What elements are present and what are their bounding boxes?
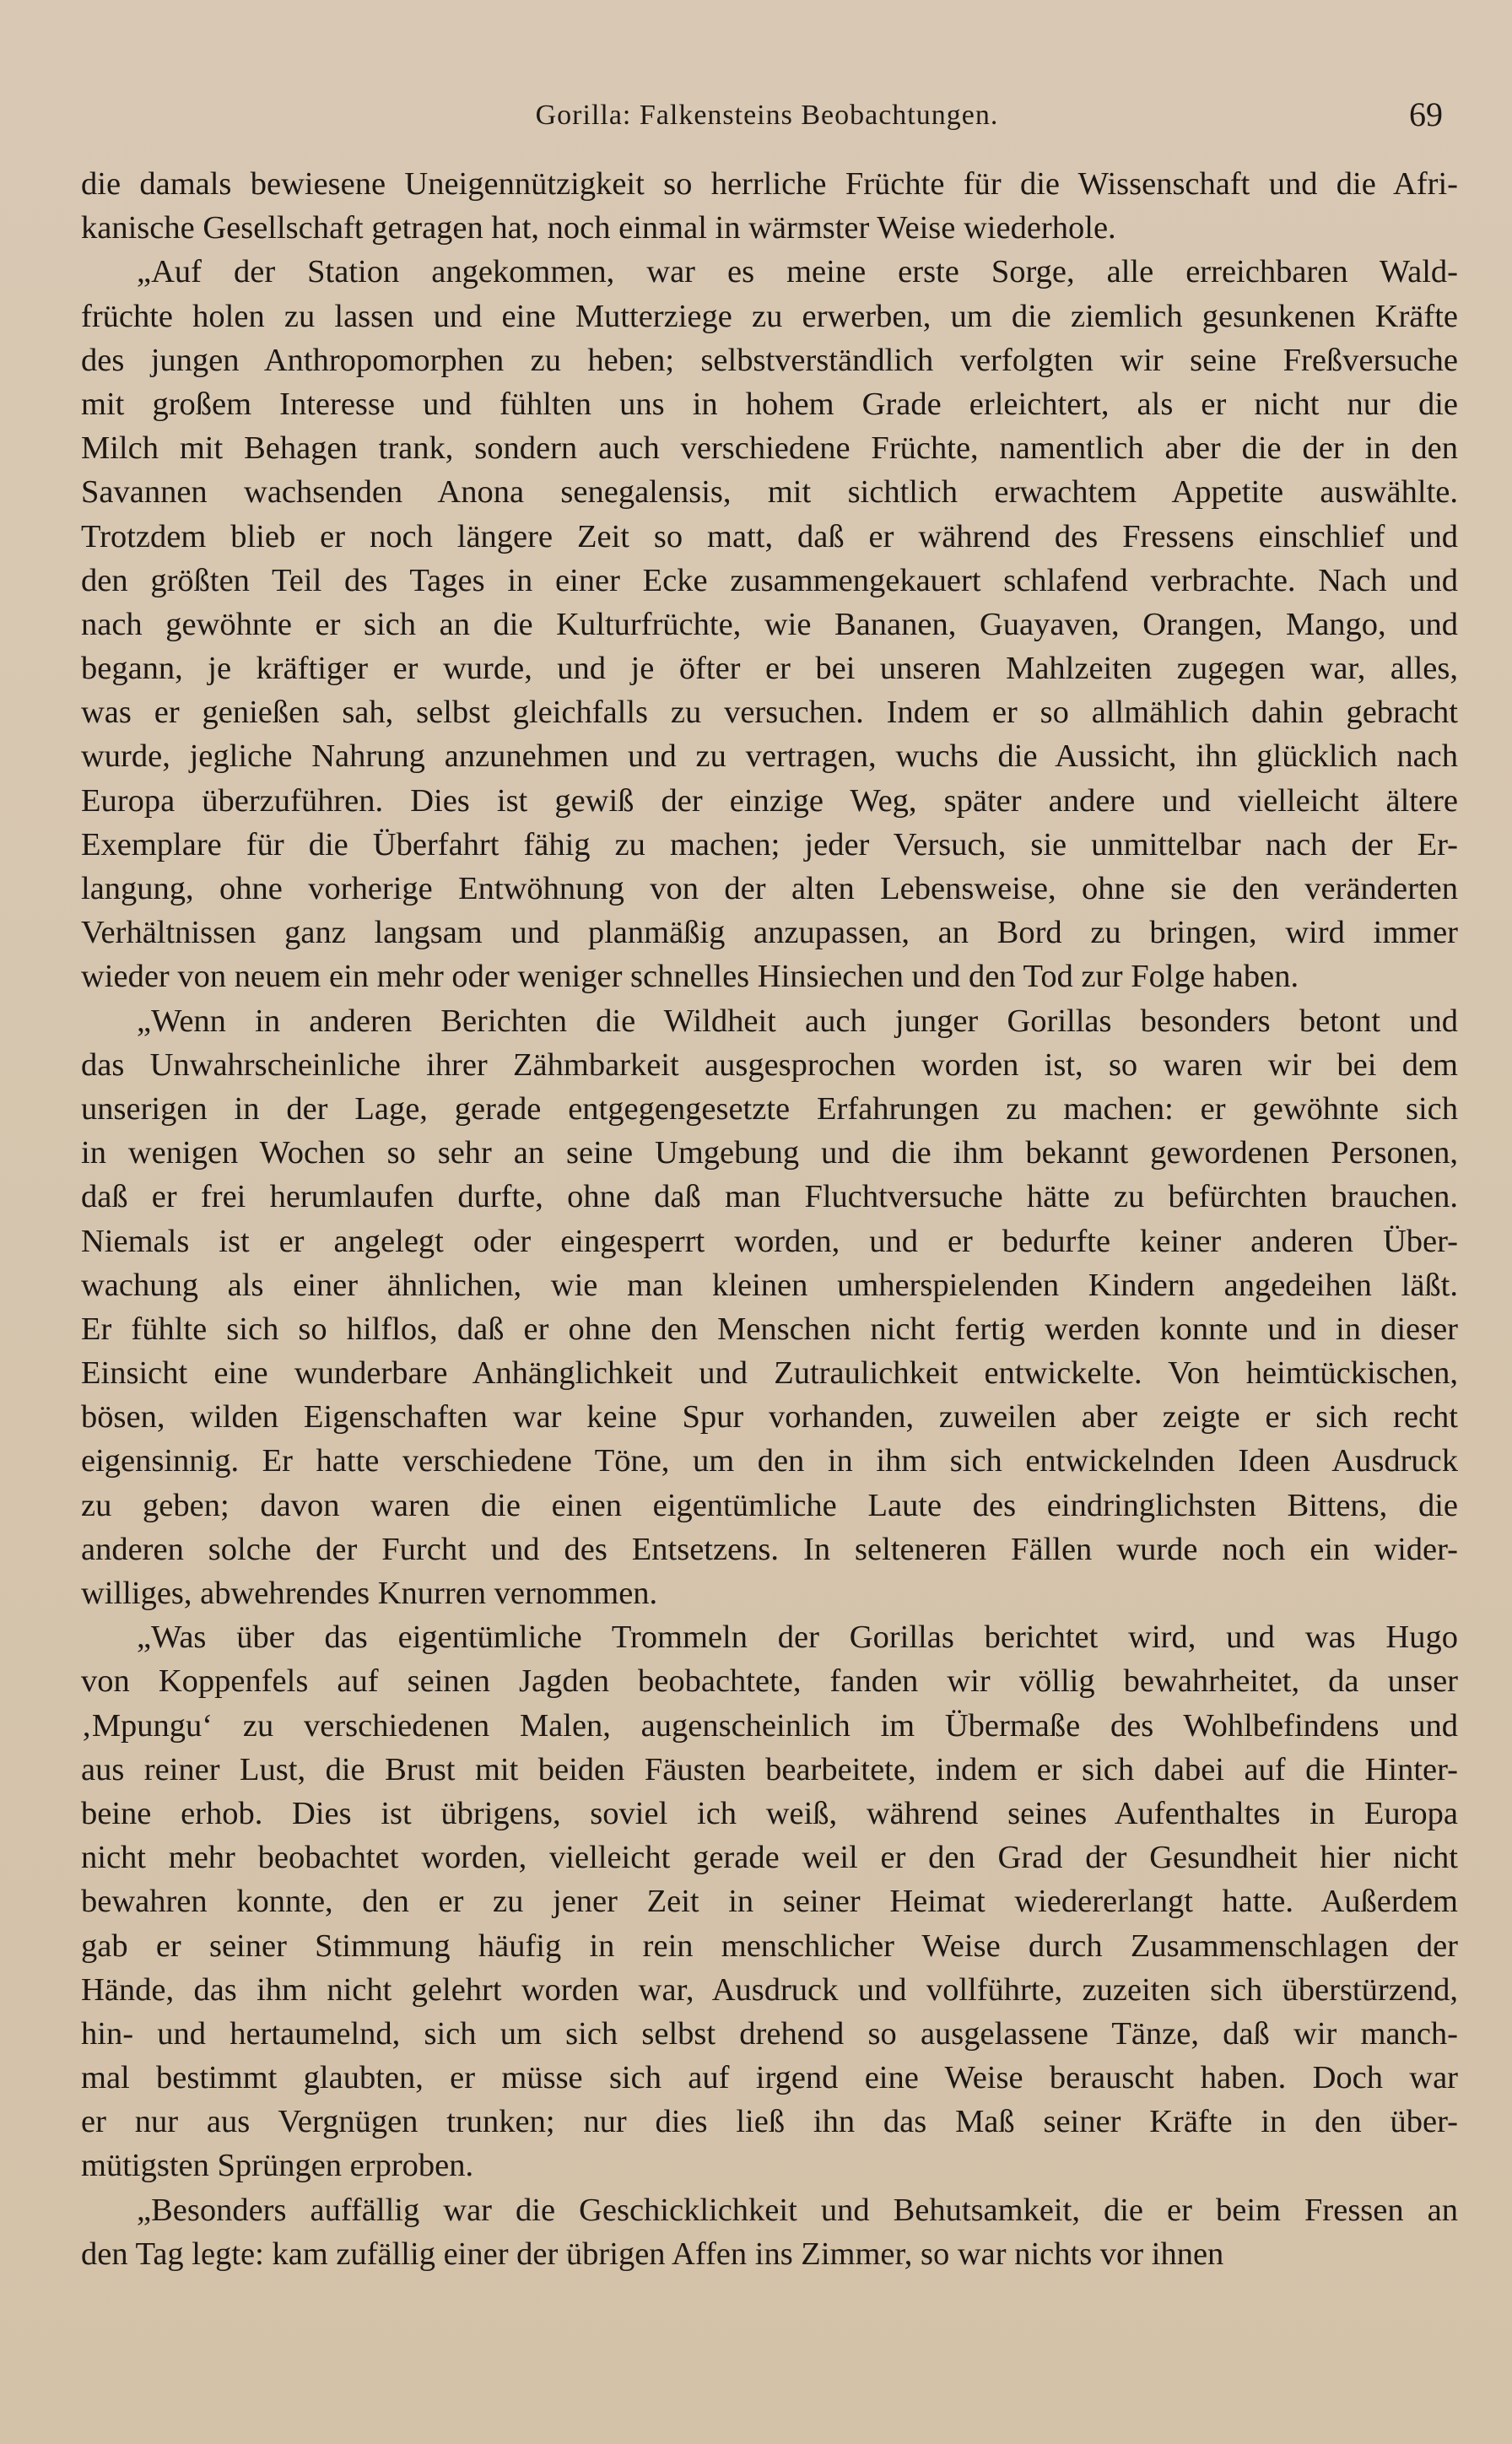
text-line: beine erhob. Dies ist übrigens, soviel ich weiß, während seines Aufenthaltes in Europa — [81, 1795, 1458, 1831]
text-line: mit großem Interesse und fühlten uns in hohem Grade erleichtert, als er nicht nur die — [81, 386, 1458, 422]
text-line: aus reiner Lust, die Brust mit beiden Fäusten bearbeitete, indem er sich dabei auf die Hinter- — [81, 1751, 1458, 1787]
text-line: mal bestimmt glaubten, er müsse sich auf irgend eine Weise berauscht haben. Doch war — [81, 2060, 1458, 2096]
text-line: mütigsten Sprüngen erproben. — [81, 2148, 474, 2184]
text-line: Verhältnissen ganz langsam und planmäßig anzupassen, an Bord zu bringen, wird immer — [81, 915, 1458, 951]
text-line: den größten Teil des Tages in einer Ecke zusammengekauert schlafend verbrachte. Nach und — [81, 562, 1458, 598]
text-line: das Unwahrscheinliche ihrer Zähmbarkeit ausgesprochen worden ist, so waren wir bei dem — [81, 1046, 1458, 1083]
text-line: Trotzdem blieb er noch längere Zeit so matt, daß er während des Fressens einschlief und — [81, 518, 1458, 554]
body-text — [81, 162, 1458, 2276]
text-line: nicht mehr beobachtet worden, vielleicht gerade weil er den Grad der Gesundheit hier nicht — [81, 1840, 1458, 1876]
text-line: unserigen in der Lage, gerade entgegengesetzte Erfahrungen zu machen: er gewöhnte sich — [81, 1090, 1458, 1127]
text-line: was er genießen sah, selbst gleichfalls zu versuchen. Indem er so allmählich dahin gebracht — [81, 695, 1458, 731]
text-line: Europa überzuführen. Dies ist gewiß der einzige Weg, später andere und vielleicht ältere — [81, 782, 1458, 819]
text-line: wieder von neuem ein mehr oder weniger schnelles Hinsiechen und den Tod zur Folge haben. — [81, 959, 1299, 995]
paragraph — [81, 250, 1458, 998]
text-line: eigensinnig. Er hatte verschiedene Töne, um den in ihm sich entwickelnden Ideen Ausdruck — [81, 1443, 1458, 1479]
text-line: Hände, das ihm nicht gelehrt worden war, Ausdruck und vollführte, zuzeiten sich überstürzend, — [81, 1971, 1458, 2008]
text-line: kanische Gesellschaft getragen hat, noch einmal in wärmster Weise wiederhole. — [81, 210, 1116, 246]
text-line: wachung als einer ähnlichen, wie man kleinen umherspielenden Kindern angedeihen läßt. — [81, 1267, 1458, 1303]
text-line: bewahren konnte, den er zu jener Zeit in seiner Heimat wiedererlangt hatte. Außerdem — [81, 1884, 1458, 1920]
text-line: „Was über das eigentümliche Trommeln der Gorillas berichtet wird, und was Hugo — [137, 1619, 1458, 1656]
paragraph — [81, 1615, 1458, 2187]
text-line: ‚Mpungu‘ zu verschiedenen Malen, augenscheinlich im Übermaße des Wohlbefindens und — [81, 1707, 1458, 1744]
page-header — [81, 91, 1453, 142]
paragraph — [81, 162, 1458, 250]
text-line: früchte holen zu lassen und eine Mutterziege zu erwerben, um die ziemlich gesunkenen Kräfte — [81, 298, 1458, 334]
text-line: nach gewöhnte er sich an die Kulturfrüchte, wie Bananen, Guayaven, Orangen, Mango, und — [81, 606, 1458, 642]
text-line: begann, je kräftiger er wurde, und je öfter er bei unseren Mahlzeiten zugegen war, alles, — [81, 651, 1458, 687]
text-line: in wenigen Wochen so sehr an seine Umgebung und die ihm bekannt gewordenen Personen, — [81, 1135, 1458, 1171]
text-line: von Koppenfels auf seinen Jagden beobachtete, fanden wir völlig bewahrheitet, da unser — [81, 1663, 1458, 1700]
text-line: wurde, jegliche Nahrung anzunehmen und zu vertragen, wuchs die Aussicht, ihn glücklich nach — [81, 738, 1458, 775]
text-line: die damals bewiesene Uneigennützigkeit so herrliche Früchte für die Wissenschaft und die Afri- — [81, 166, 1458, 202]
paragraph — [81, 999, 1458, 1616]
text-line: des jungen Anthropomorphen zu heben; selbstverständlich verfolgten wir seine Freßversuche — [81, 342, 1458, 378]
text-line: er nur aus Vergnügen trunken; nur dies ließ ihn das Maß seiner Kräfte in den über- — [81, 2104, 1458, 2140]
page-number: 69 — [1409, 95, 1443, 133]
text-line: den Tag legte: kam zufällig einer der übrigen Affen ins Zimmer, so war nichts vor ihnen — [81, 2236, 1224, 2272]
text-line: gab er seiner Stimmung häufig in rein menschlicher Weise durch Zusammenschlagen der — [81, 1928, 1458, 1964]
text-line: Milch mit Behagen trank, sondern auch verschiedene Früchte, namentlich aber die der in den — [81, 430, 1458, 467]
text-line: zu geben; davon waren die einen eigentümliche Laute des eindringlichsten Bittens, die — [81, 1487, 1458, 1523]
text-line: „Auf der Station angekommen, war es meine erste Sorge, alle erreichbaren Wald- — [137, 254, 1458, 290]
text-line: Savannen wachsenden Anona senegalensis, mit sichtlich erwachtem Appetite auswählte. — [81, 474, 1458, 511]
text-line: Exemplare für die Überfahrt fähig zu machen; jeder Versuch, sie unmittelbar nach der Er- — [81, 826, 1458, 862]
running-title: Gorilla: Falkensteins Beobachtungen. — [535, 100, 999, 131]
paragraph — [81, 2188, 1458, 2276]
text-line: Er fühlte sich so hilflos, daß er ohne den Menschen nicht fertig werden konnte und in dieser — [81, 1311, 1458, 1347]
text-line: hin- und hertaumelnd, sich um sich selbst drehend so ausgelassene Tänze, daß wir manch- — [81, 2015, 1458, 2052]
text-line: bösen, wilden Eigenschaften war keine Spur vorhanden, zuweilen aber zeigte er sich recht — [81, 1399, 1458, 1436]
text-line: Niemals ist er angelegt oder eingesperrt worden, und er bedurfte keiner anderen Über- — [81, 1223, 1458, 1259]
text-line: anderen solche der Furcht und des Entsetzens. In selteneren Fällen wurde noch ein wider- — [81, 1531, 1458, 1567]
text-line: langung, ohne vorherige Entwöhnung von der alten Lebensweise, ohne sie den veränderten — [81, 871, 1458, 906]
text-line: williges, abwehrendes Knurren vernommen. — [81, 1576, 658, 1611]
text-line: „Besonders auffällig war die Geschicklichkeit und Behutsamkeit, die er beim Fressen an — [137, 2192, 1458, 2228]
text-line: Einsicht eine wunderbare Anhänglichkeit und Zutraulichkeit entwickelte. Von heimtückischen, — [81, 1355, 1458, 1392]
text-line: „Wenn in anderen Berichten die Wildheit auch junger Gorillas besonders betont und — [137, 1003, 1458, 1039]
text-line: daß er frei herumlaufen durfte, ohne daß man Fluchtversuche hätte zu befürchten brauchen. — [81, 1179, 1458, 1215]
